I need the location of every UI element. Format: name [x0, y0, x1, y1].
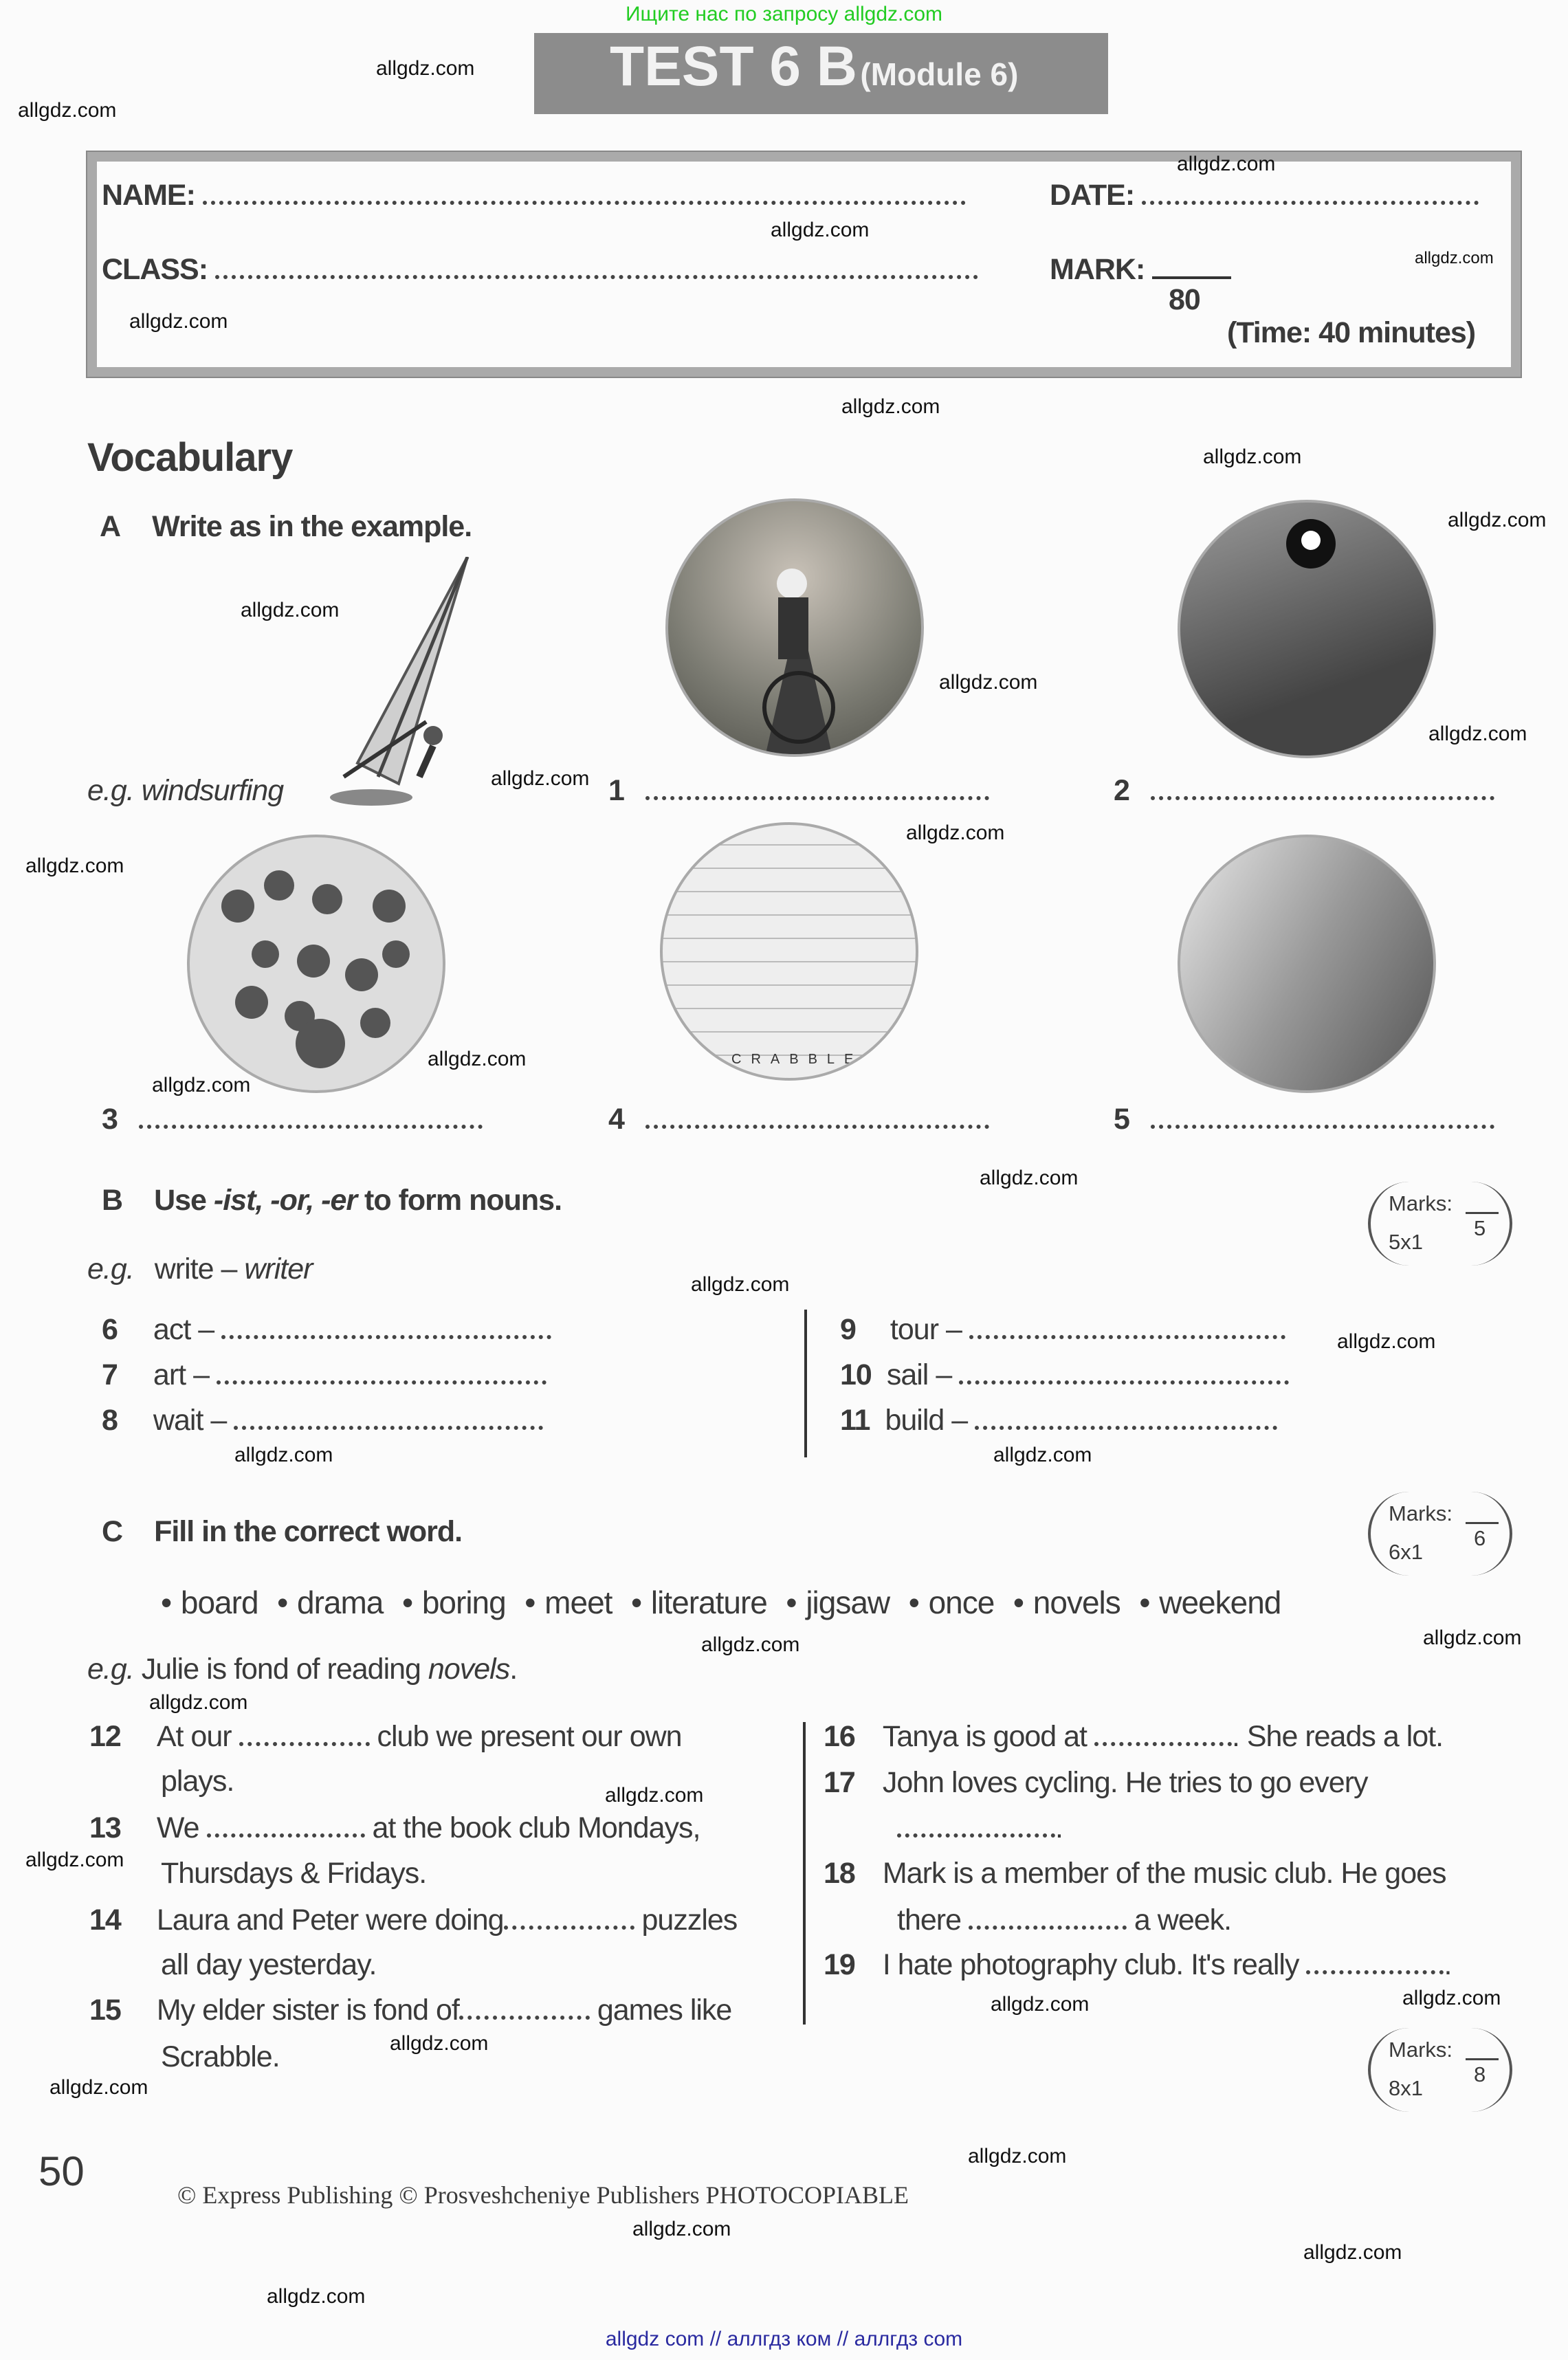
- watermark: allgdz.com: [267, 2285, 366, 2308]
- item-16[interactable]: 16 Tanya is good at . She reads a lot.: [824, 1720, 1444, 1753]
- item-number: 5: [1114, 1103, 1129, 1136]
- watermark: allgdz.com: [1337, 1330, 1436, 1353]
- watermark: allgdz.com: [701, 1633, 800, 1656]
- watermark: allgdz.com: [149, 1691, 248, 1714]
- item-17[interactable]: 17 John loves cycling. He tries to go every: [824, 1766, 1368, 1799]
- date-label: DATE:: [1050, 179, 1135, 212]
- item-number: 1: [608, 774, 624, 807]
- scrabble-image: [660, 822, 918, 1081]
- watermark: allgdz.com: [993, 1444, 1092, 1466]
- example-answer: windsurfing: [141, 774, 284, 807]
- section-title: Vocabulary: [87, 435, 293, 480]
- test-title-box: [534, 33, 1108, 114]
- name-label: NAME:: [102, 179, 195, 212]
- item-8[interactable]: 8 wait –: [102, 1404, 543, 1437]
- watermark: allgdz.com: [1177, 153, 1276, 175]
- page-number: 50: [38, 2148, 85, 2194]
- watermark: allgdz.com: [1402, 1987, 1501, 2009]
- time-limit: (Time: 40 minutes): [1227, 316, 1476, 349]
- item-12[interactable]: 12 At our club we present our own: [89, 1720, 682, 1753]
- answer-5[interactable]: [1114, 1103, 1494, 1136]
- word-bank: • board • drama • boring • meet • literature • jigsaw • once • novels • weekend: [161, 1585, 1281, 1620]
- item-14[interactable]: 14 Laura and Peter were doing puzzles: [89, 1904, 738, 1937]
- watermark: allgdz.com: [991, 1993, 1090, 2016]
- watermark: allgdz.com: [771, 219, 870, 241]
- watermark: allgdz.com: [841, 395, 940, 418]
- watermark: allgdz.com: [376, 57, 475, 80]
- item-7[interactable]: 7 art –: [102, 1358, 546, 1392]
- name-dotted-line[interactable]: [203, 198, 966, 205]
- mark-field[interactable]: [1050, 253, 1231, 287]
- item-number: 3: [102, 1103, 118, 1136]
- item-number: 2: [1114, 774, 1129, 807]
- name-field[interactable]: [102, 179, 966, 212]
- column-divider-c: [803, 1722, 806, 2025]
- task-c-header: C Fill in the correct word.: [102, 1515, 463, 1548]
- class-dotted-line[interactable]: [215, 272, 978, 279]
- watermark: allgdz.com: [1428, 723, 1527, 745]
- watermark: allgdz.com: [605, 1784, 704, 1807]
- task-b-header: B Use -ist, -or, -er to form nouns.: [102, 1184, 562, 1217]
- example-prefix: e.g.: [87, 774, 134, 807]
- date-dotted-line[interactable]: [1142, 198, 1479, 205]
- item-18-cont[interactable]: there a week.: [897, 1904, 1232, 1937]
- item-12-cont: plays.: [161, 1765, 234, 1798]
- watermark: allgdz.com: [129, 310, 228, 333]
- watermark: allgdz.com: [1303, 2241, 1402, 2264]
- item-15[interactable]: 15 My elder sister is fond of games like: [89, 1994, 732, 2027]
- watermark: allgdz.com: [1423, 1626, 1522, 1649]
- watermark: allgdz.com: [49, 2076, 148, 2099]
- photography-image: [1178, 835, 1436, 1093]
- top-banner[interactable]: Ищите нас по запросу allgdz.com: [625, 3, 943, 25]
- watermark: allgdz.com: [632, 2218, 731, 2240]
- watermark: allgdz.com: [428, 1048, 527, 1070]
- windsurfer-image: [316, 557, 481, 832]
- answer-4[interactable]: [608, 1103, 989, 1136]
- answer-3[interactable]: [102, 1103, 483, 1136]
- marks-box-c2: Marks: 8 8x1: [1368, 2028, 1512, 2112]
- task-a-header: [100, 510, 472, 544]
- answer-1[interactable]: [608, 774, 989, 808]
- item-9[interactable]: 9 tour –: [840, 1313, 1285, 1347]
- task-letter: A: [100, 510, 121, 543]
- watermark: allgdz.com: [234, 1444, 333, 1466]
- cycling-image: [665, 498, 924, 757]
- watermark: allgdz.com: [152, 1074, 251, 1096]
- item-11[interactable]: 11 build –: [840, 1404, 1277, 1437]
- test-title: TEST 6 B: [610, 35, 857, 98]
- date-field[interactable]: [1050, 179, 1479, 212]
- item-18[interactable]: 18 Mark is a member of the music club. He goes: [824, 1857, 1446, 1890]
- column-divider: [804, 1310, 807, 1457]
- item-14-cont: all day yesterday.: [161, 1948, 377, 1981]
- watermark: allgdz.com: [939, 671, 1038, 694]
- watermark: allgdz.com: [980, 1167, 1079, 1189]
- watermark: allgdz.com: [1203, 445, 1302, 468]
- watermark: allgdz.com: [1448, 509, 1547, 531]
- marks-box-c: Marks: 6 6x1: [1368, 1492, 1512, 1576]
- class-field[interactable]: [102, 253, 978, 287]
- item-6[interactable]: 6 act –: [102, 1313, 551, 1347]
- item-number: 4: [608, 1103, 624, 1136]
- task-instruction: Write as in the example.: [152, 510, 472, 543]
- item-10[interactable]: 10 sail –: [840, 1358, 1289, 1392]
- mark-total: 80: [1169, 283, 1200, 316]
- watermark: allgdz.com: [691, 1273, 790, 1296]
- watermark: allgdz.com: [906, 821, 1005, 844]
- watermark: allgdz.com: [241, 599, 340, 621]
- item-17-cont[interactable]: .: [897, 1811, 1063, 1845]
- watermark: allgdz.com: [1415, 249, 1494, 267]
- watermark: allgdz.com: [968, 2145, 1067, 2168]
- watermark: allgdz.com: [18, 99, 117, 122]
- item-19[interactable]: 19 I hate photography club. It's really .: [824, 1948, 1452, 1981]
- item-13-cont: Thursdays & Fridays.: [161, 1857, 427, 1890]
- scrabble-board-label: CRABBLE: [731, 1052, 863, 1067]
- answer-2[interactable]: [1114, 774, 1494, 808]
- marks-box-b: Marks: 5 5x1: [1368, 1182, 1512, 1266]
- watermark: allgdz.com: [491, 767, 590, 790]
- example-b: e.g. write – writer: [87, 1253, 313, 1286]
- item-15-cont: Scrabble.: [161, 2040, 280, 2073]
- watermark: allgdz.com: [390, 2032, 489, 2055]
- example-c: e.g. Julie is fond of reading novels.: [87, 1653, 518, 1686]
- test-subtitle: (Module 6): [860, 56, 1019, 92]
- pool-ball-image: [1178, 500, 1436, 758]
- copyright: © Express Publishing © Prosveshcheniye Publishers PHOTOCOPIABLE: [177, 2181, 909, 2209]
- mark-label: MARK:: [1050, 253, 1145, 286]
- item-13[interactable]: 13 We at the book club Mondays,: [89, 1811, 700, 1844]
- mark-line[interactable]: [1152, 276, 1231, 279]
- example-a: [87, 774, 283, 808]
- marbles-image: [187, 835, 445, 1093]
- bottom-banner[interactable]: allgdz com // аллгдз ком // аллгдз com: [605, 2328, 963, 2350]
- watermark: allgdz.com: [25, 854, 124, 877]
- watermark: allgdz.com: [25, 1849, 124, 1871]
- class-label: CLASS:: [102, 253, 208, 286]
